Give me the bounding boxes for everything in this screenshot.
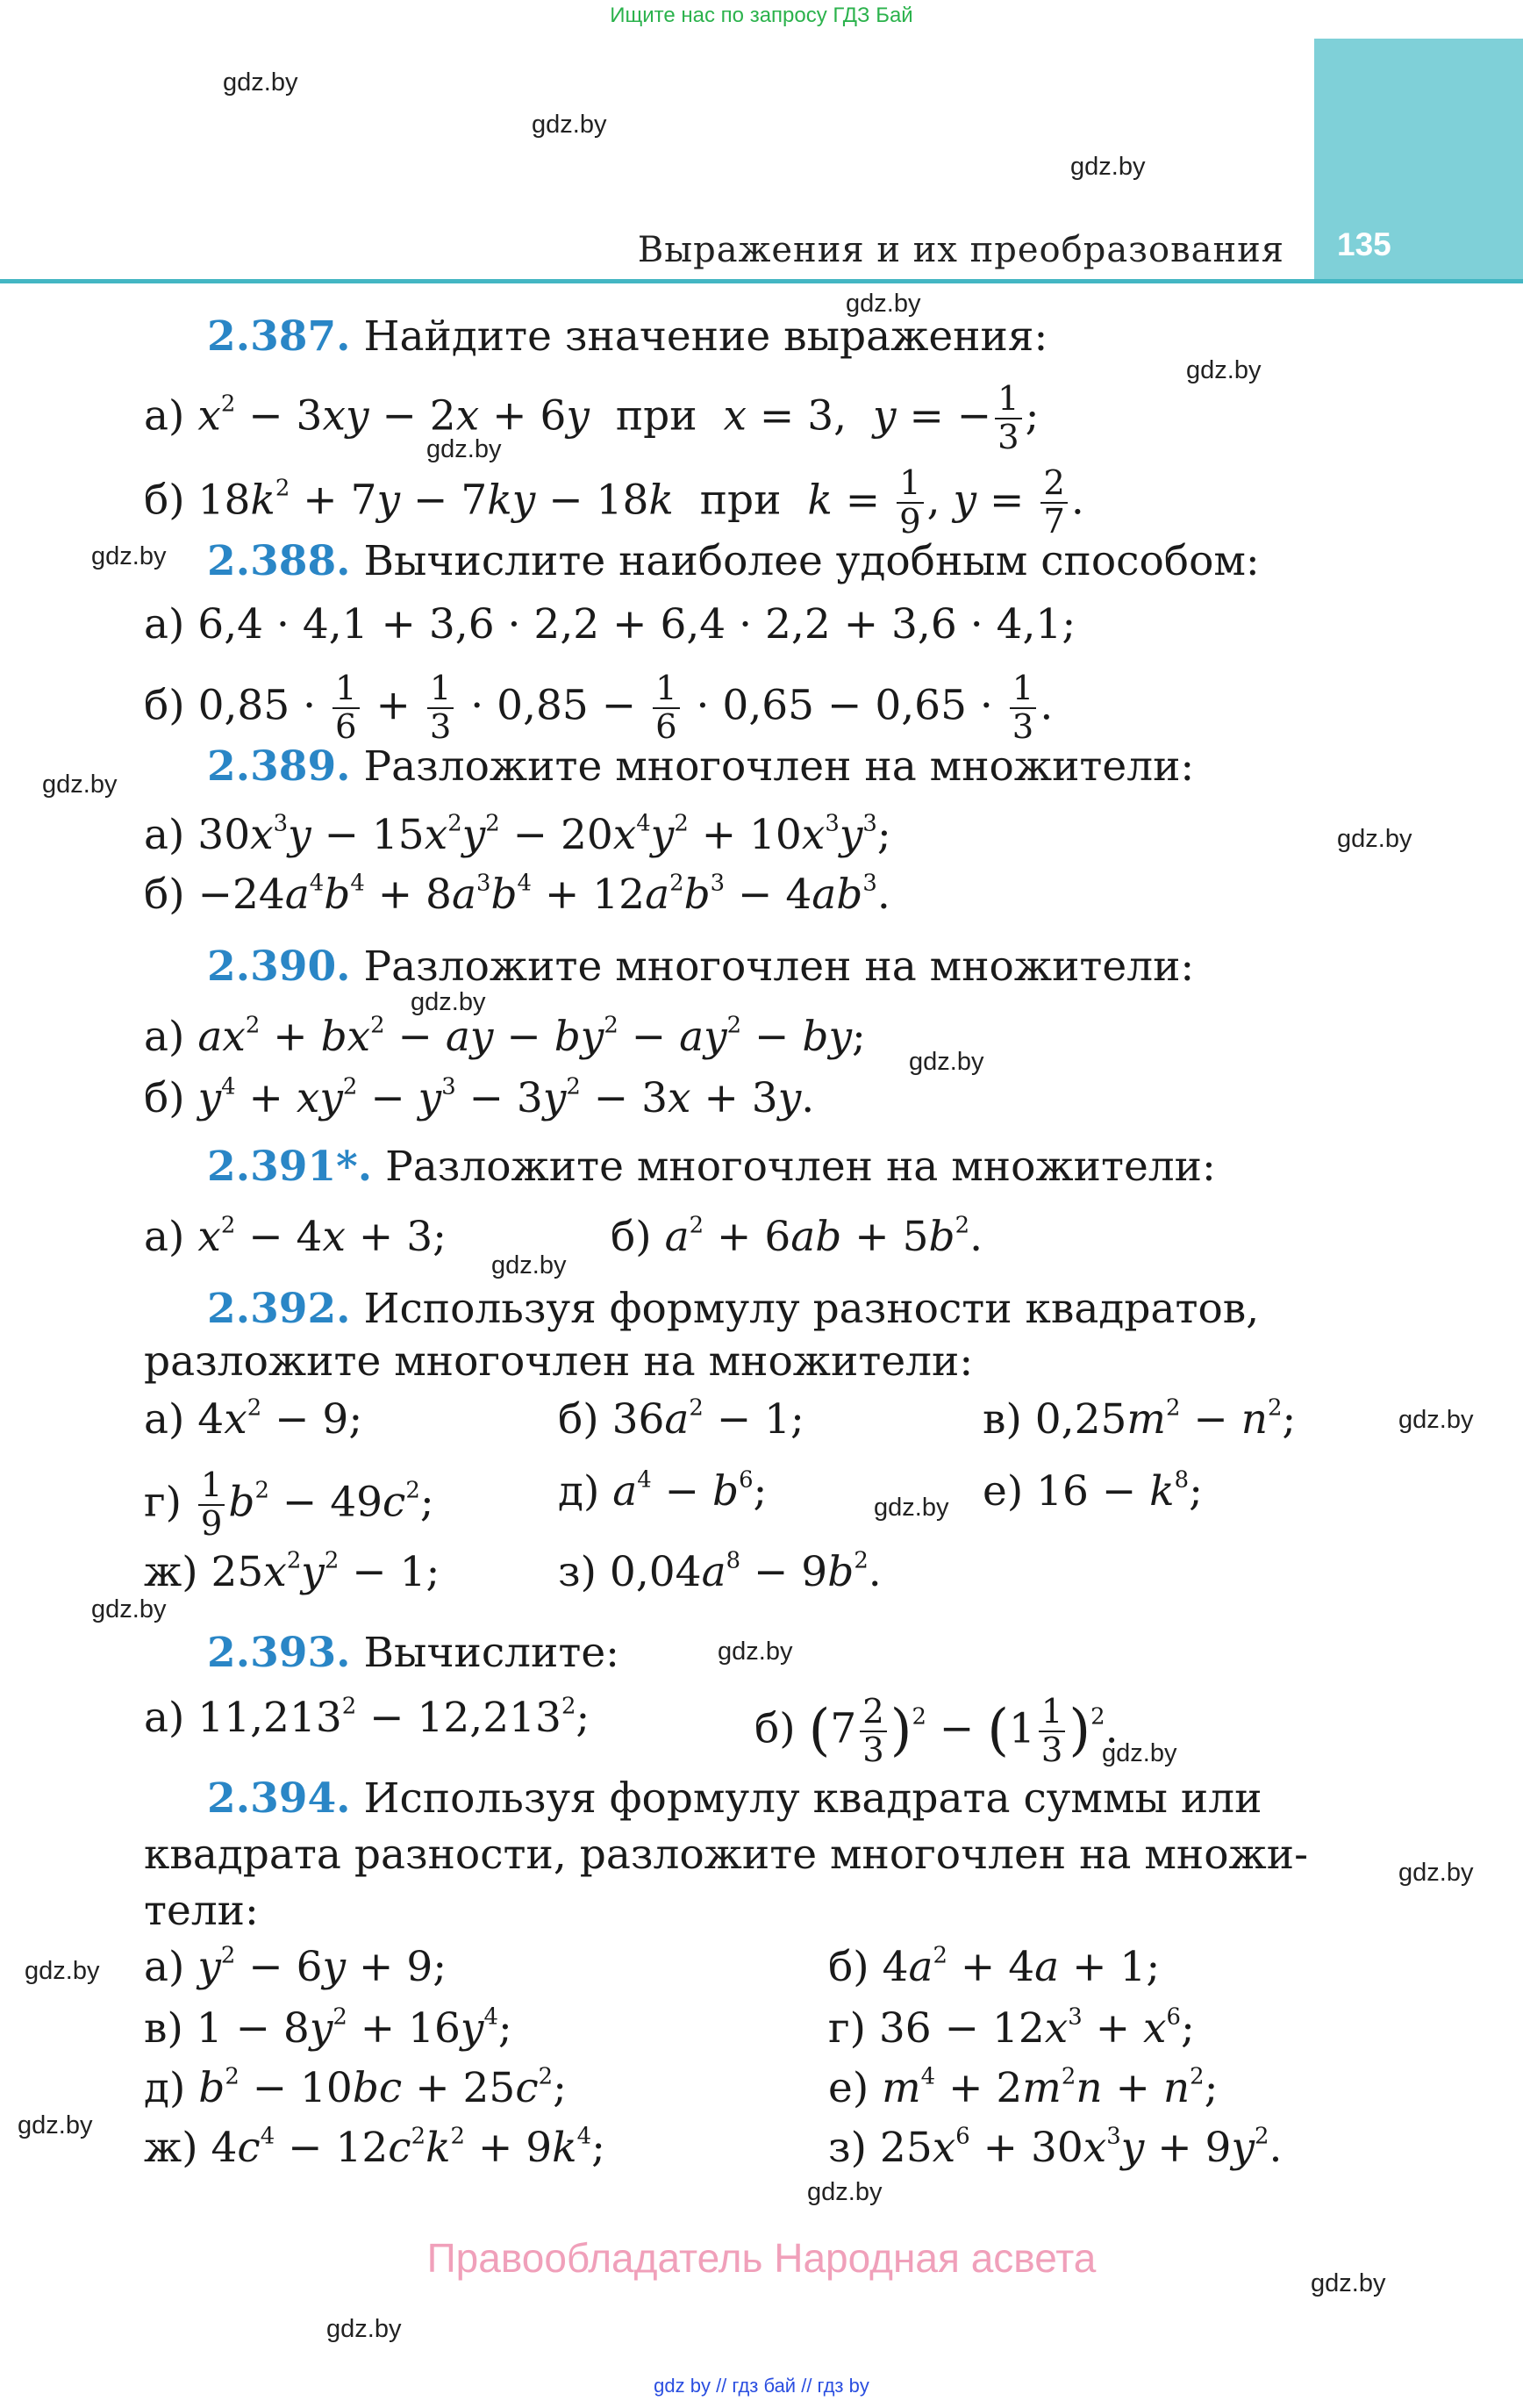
problem-2-388-a: а) 6,4 · 4,1 + 3,6 · 2,2 + 6,4 · 2,2 + 3,6 · 4,1; bbox=[144, 600, 1076, 649]
watermark: gdz.by bbox=[807, 2178, 883, 2206]
problem-title: Разложите многочлен на множители: bbox=[385, 1143, 1216, 1191]
problem-2-387-a: а) $x^2 - 3xy - 2x + 6y$ при x = 3, y = − $\frac{1}{3}$ ; bbox=[144, 379, 1040, 458]
watermark: gdz.by bbox=[532, 111, 607, 139]
problem-2-389-b: $б) -24a^4b^4 + 8a^3b^4 + 12a^2b^3 - 4ab^3$. bbox=[144, 870, 890, 919]
problem-number: 2.390. bbox=[207, 942, 351, 991]
problem-2-387-b: б) $18k^2 + 7y - 7ky - 18k$ при k = $\frac{1}{9}$ , y = $\frac{2}{7}$ . bbox=[144, 463, 1084, 542]
problem-2-392-b: б) $36a^2 - 1$; bbox=[558, 1394, 804, 1444]
problem-2-387-title bbox=[207, 312, 1048, 362]
section-header: Выражения и их преобразования bbox=[637, 230, 1284, 270]
watermark: gdz.by bbox=[223, 68, 298, 97]
watermark: gdz.by bbox=[18, 2111, 93, 2139]
watermark: gdz.by bbox=[874, 1494, 949, 1522]
watermark: gdz.by bbox=[909, 1048, 984, 1076]
problem-2-394-a: а) $y^2 - 6y + 9$; bbox=[144, 1942, 447, 1991]
watermark: gdz.by bbox=[718, 1638, 793, 1666]
problem-2-392-v: в) $0,25m^2 - n^2$; bbox=[983, 1394, 1297, 1444]
problem-2-393-a: а) $11,213^2 - 12,213^2$; bbox=[144, 1693, 590, 1742]
problem-2-392-e: е) $16 - k^8$; bbox=[983, 1466, 1203, 1516]
problem-2-390-b: б) $y^4 + xy^2 - y^3 - 3y^2 - 3x + 3y$. bbox=[144, 1073, 815, 1122]
watermark: gdz.by bbox=[846, 290, 921, 318]
problem-number: 2.392. bbox=[207, 1285, 351, 1333]
watermark: gdz.by bbox=[1311, 2269, 1386, 2297]
watermark: gdz.by bbox=[326, 2315, 402, 2343]
page-number: 135 bbox=[1337, 226, 1391, 262]
watermark: gdz.by bbox=[1186, 356, 1262, 384]
problem-2-392-zh: ж) $25x^2y^2 - 1$; bbox=[144, 1547, 440, 1596]
problem-title: Вычислите: bbox=[363, 1629, 620, 1677]
watermark: gdz.by bbox=[91, 542, 167, 570]
problem-2-392-title-line2: разложите многочлен на множители: bbox=[144, 1337, 974, 1386]
problem-2-391-title bbox=[207, 1143, 1216, 1192]
problem-number: 2.389. bbox=[207, 742, 351, 791]
problem-number: 2.387. bbox=[207, 312, 351, 361]
copyright-notice: Правообладатель Народная асвета bbox=[426, 2235, 1097, 2281]
problem-number: 2.394. bbox=[207, 1774, 351, 1823]
watermark: gdz.by bbox=[426, 435, 502, 463]
problem-title: Используя формулу разности квадратов, bbox=[363, 1285, 1260, 1333]
problem-2-394-title bbox=[207, 1774, 1262, 1824]
problem-2-389-a: а) $30x^3y - 15x^2y^2 - 20x^4y^2 + 10x^3y^3$; bbox=[144, 810, 891, 859]
problem-title: Найдите значение выражения: bbox=[363, 312, 1048, 361]
problem-title: Используя формулу квадрата суммы или bbox=[363, 1774, 1262, 1823]
watermark: gdz.by bbox=[25, 1957, 100, 1985]
problem-2-394-g: г) $36 - 12x^3 + x^6$; bbox=[828, 2003, 1195, 2053]
header-rule bbox=[0, 279, 1523, 283]
problem-2-389-title bbox=[207, 742, 1194, 792]
problem-2-392-g: г) $\frac{1}{9}$ $b^2 - 49c^2$; bbox=[144, 1466, 434, 1544]
problem-2-394-title-line3: тели: bbox=[144, 1887, 259, 1935]
problem-2-394-d: д) $b^2 - 10bc + 25c^2$; bbox=[144, 2063, 567, 2112]
problem-2-391-a: а) $x^2 - 4x + 3$; bbox=[144, 1212, 447, 1261]
top-note: Ищите нас по запросу ГДЗ Бай bbox=[610, 4, 913, 27]
problem-title: Разложите многочлен на множители: bbox=[363, 942, 1195, 991]
problem-2-393-title bbox=[207, 1629, 619, 1678]
watermark: gdz.by bbox=[1398, 1406, 1474, 1434]
footer-links[interactable]: gdz by // гдз бай // гдз by bbox=[654, 2375, 869, 2397]
watermark: gdz.by bbox=[42, 770, 118, 799]
problem-2-392-d: д) $a^4 - b^6$; bbox=[558, 1466, 768, 1516]
watermark: gdz.by bbox=[1070, 153, 1146, 181]
problem-2-392-title bbox=[207, 1285, 1259, 1334]
watermark: gdz.by bbox=[1102, 1739, 1177, 1767]
problem-2-393-b: б) (7 $\frac{2}{3}$ )$^2$ − (1 $\frac{1}{3}$ )$^2$. bbox=[754, 1692, 1119, 1771]
problem-number: 2.388. bbox=[207, 537, 351, 585]
watermark: gdz.by bbox=[411, 988, 486, 1016]
problem-title: Вычислите наиболее удобным способом: bbox=[363, 537, 1260, 585]
problem-number: 2.391*. bbox=[207, 1143, 373, 1191]
problem-2-394-zh: ж) $4c^4 - 12c^2k^2 + 9k^4$; bbox=[144, 2123, 605, 2172]
problem-2-394-e: е) $m^4 + 2m^2n + n^2$; bbox=[828, 2063, 1219, 2112]
problem-title: Разложите многочлен на множители: bbox=[363, 742, 1195, 791]
problem-2-392-a: а) $4x^2 - 9$; bbox=[144, 1394, 363, 1444]
problem-2-388-b: б) 0,85 · $\frac{1}{6}$ + $\frac{1}{3}$ · 0,85 − $\frac{1}{6}$ · 0,65 − 0,65 · $\frac{1}{3}$ . bbox=[144, 669, 1054, 748]
watermark: gdz.by bbox=[91, 1595, 167, 1623]
problem-2-391-b: б) $a^2 + 6ab + 5b^2$. bbox=[611, 1212, 983, 1261]
watermark: gdz.by bbox=[1398, 1859, 1474, 1887]
problem-2-392-z: з) $0,04a^8 - 9b^2$. bbox=[558, 1547, 882, 1596]
problem-number: 2.393. bbox=[207, 1629, 351, 1677]
problem-2-394-z: з) $25x^6 + 30x^3y + 9y^2$. bbox=[828, 2123, 1283, 2172]
problem-2-394-v: в) $1 - 8y^2 + 16y^4$; bbox=[144, 2003, 512, 2053]
problem-2-394-b: б) $4a^2 + 4a + 1$; bbox=[828, 1942, 1161, 1991]
watermark: gdz.by bbox=[491, 1251, 567, 1279]
problem-2-390-a: а) $ax^2 + bx^2$ − ay − $by^2 - ay^2$ − by; bbox=[144, 1012, 866, 1061]
problem-2-388-title bbox=[207, 537, 1260, 586]
problem-2-390-title bbox=[207, 942, 1194, 992]
problem-2-394-title-line2: квадрата разности, разложите многочлен на множи- bbox=[144, 1831, 1308, 1879]
watermark: gdz.by bbox=[1337, 825, 1412, 853]
